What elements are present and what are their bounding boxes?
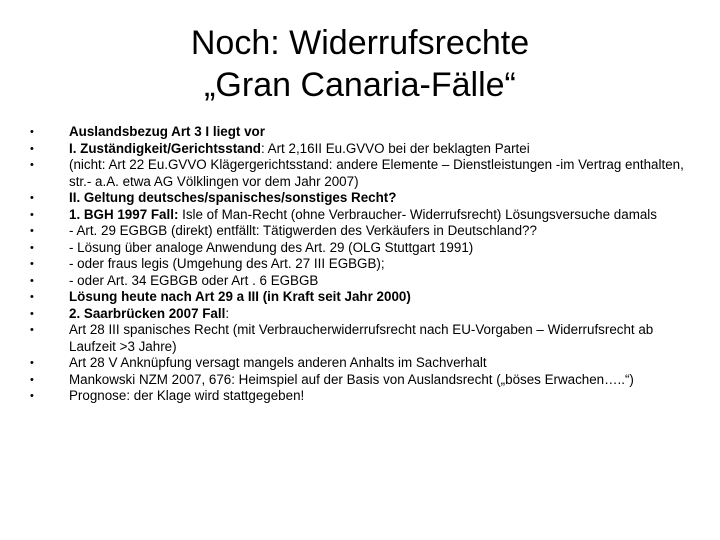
bullet-rest: Art 28 III spanisches Recht (mit Verbraucherwiderrufsrecht nach EU-Vorgaben – Widerrufsrecht ab Laufzeit >3 Jahre) <box>69 322 654 354</box>
bullet-rest: Art 28 V Anknüpfung versagt mangels anderen Anhalts im Sachverhalt <box>69 355 487 370</box>
bullet-text <box>69 124 690 141</box>
bullet-item <box>30 322 690 355</box>
bullet-rest: : <box>225 305 230 321</box>
bullet-item <box>30 240 690 257</box>
bullet-text <box>69 306 690 323</box>
bullet-icon: • <box>30 291 34 303</box>
bullet-item <box>30 256 690 273</box>
bullet-icon: • <box>30 307 34 320</box>
bullet-rest: - Lösung über analoge Anwendung des Art. 29 (OLG Stuttgart 1991) <box>69 239 474 255</box>
bullet-icon: • <box>30 390 34 402</box>
bullet-icon: • <box>30 373 34 386</box>
bullet-text <box>69 355 690 372</box>
bullet-item <box>30 157 690 190</box>
bullet-item <box>30 289 690 306</box>
bullet-list <box>30 124 690 405</box>
bullet-lead-bold: Auslandsbezug Art 3 I liegt vor <box>69 124 265 139</box>
bullet-item <box>30 306 690 323</box>
bullet-item <box>30 124 690 141</box>
bullet-item <box>30 190 690 207</box>
bullet-text <box>69 190 690 207</box>
bullet-rest: - oder Art. 34 EGBGB oder Art . 6 EGBGB <box>69 272 319 288</box>
bullet-icon: • <box>30 208 34 221</box>
bullet-lead-bold: II. Geltung deutsches/spanisches/sonstiges Recht? <box>69 190 397 205</box>
bullet-item <box>30 372 690 389</box>
bullet-item <box>30 388 690 405</box>
bullet-lead-bold: 2. Saarbrücken 2007 Fall <box>69 305 226 321</box>
bullet-icon: • <box>30 192 34 204</box>
bullet-icon: • <box>30 357 34 369</box>
bullet-text <box>69 256 690 273</box>
bullet-text <box>69 207 690 224</box>
bullet-icon: • <box>30 159 34 171</box>
bullet-text <box>69 273 690 290</box>
bullet-text <box>69 289 690 306</box>
bullet-text <box>69 240 690 257</box>
bullet-item <box>30 273 690 290</box>
slide-title <box>0 22 720 106</box>
bullet-lead-bold: 1. BGH 1997 Fall: <box>69 206 179 222</box>
bullet-text <box>69 157 690 190</box>
bullet-text <box>69 141 690 158</box>
bullet-icon: • <box>30 274 34 287</box>
bullet-text <box>69 223 690 240</box>
bullet-item <box>30 223 690 240</box>
bullet-rest: : Art 2,16II Eu.GVVO bei der beklagten Partei <box>260 140 530 156</box>
bullet-icon: • <box>30 142 34 155</box>
title-line-2: „Gran Canaria-Fälle“ <box>204 66 516 104</box>
bullet-rest: (nicht: Art 22 Eu.GVVO Klägergerichtsstand: andere Elemente – Dienstleistungen -im Vertrag enthalten, str.- a.A. etwa AG Völklingen vor dem Jahr 2007) <box>69 157 684 189</box>
bullet-text <box>69 372 690 389</box>
bullet-item <box>30 141 690 158</box>
bullet-rest: Prognose: der Klage wird stattgegeben! <box>69 388 305 403</box>
bullet-rest: Isle of Man-Recht (ohne Verbraucher- Widerrufsrecht) Lösungsversuche damals <box>178 206 657 222</box>
bullet-rest: - oder fraus legis (Umgehung des Art. 27 III EGBGB); <box>69 256 385 271</box>
bullet-rest: Mankowski NZM 2007, 676: Heimspiel auf der Basis von Auslandsrecht („böses Erwachen…..“) <box>69 371 634 387</box>
bullet-icon: • <box>30 225 34 237</box>
bullet-item <box>30 207 690 224</box>
bullet-lead-bold: I. Zuständigkeit/Gerichtsstand <box>69 140 261 156</box>
bullet-icon: • <box>30 324 34 336</box>
bullet-text <box>69 388 690 405</box>
title-line-1: Noch: Widerrufsrechte <box>190 24 530 62</box>
bullet-icon: • <box>30 126 34 138</box>
bullet-text <box>69 322 690 355</box>
bullet-lead-bold: Lösung heute nach Art 29 a III (in Kraft seit Jahr 2000) <box>69 289 411 304</box>
bullet-item <box>30 355 690 372</box>
bullet-rest: - Art. 29 EGBGB (direkt) entfällt: Tätigwerden des Verkäufers in Deutschland?? <box>69 223 537 238</box>
bullet-icon: • <box>30 258 34 270</box>
bullet-icon: • <box>30 241 34 254</box>
